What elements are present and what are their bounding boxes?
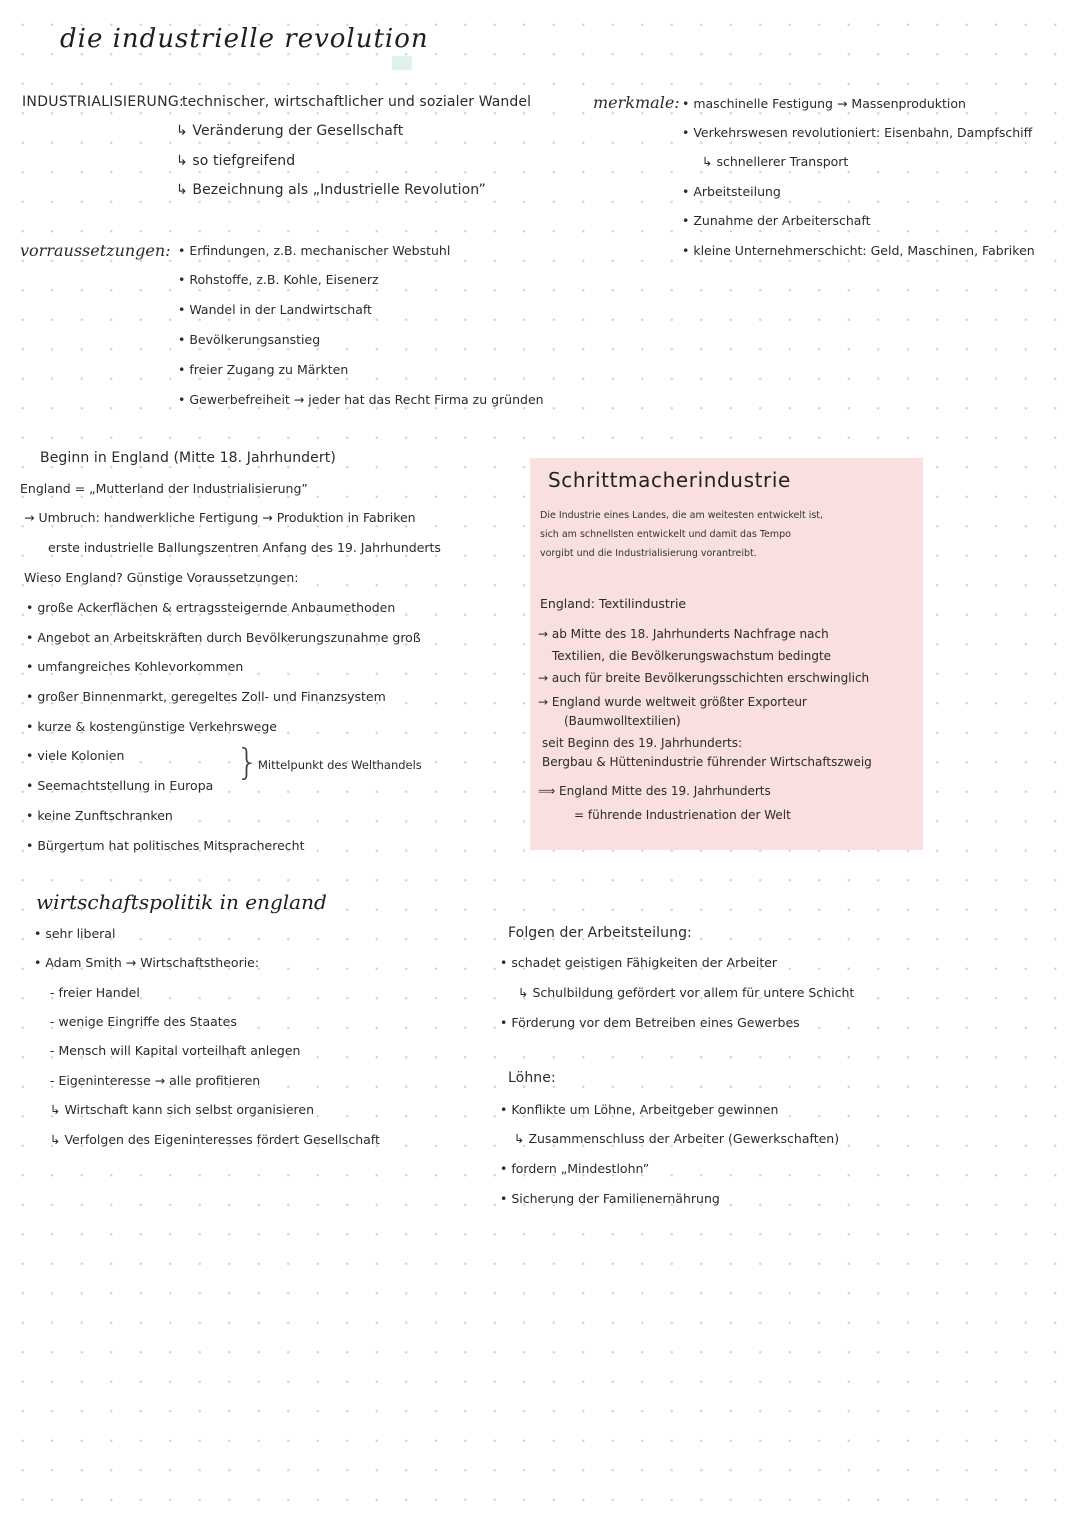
voraussetzungen-line: • Gewerbefreiheit → jeder hat das Recht Firma zu gründen xyxy=(178,392,544,407)
schrittmacher-title: Schrittmacherindustrie xyxy=(548,468,791,492)
england-line: → Umbruch: handwerkliche Fertigung → Produktion in Fabriken xyxy=(24,510,416,525)
folgen-line: • schadet geistigen Fähigkeiten der Arbeiter xyxy=(500,955,778,970)
england-line: • Seemachtstellung in Europa xyxy=(26,778,214,793)
england-line: • umfangreiches Kohlevorkommen xyxy=(26,659,244,674)
voraussetzungen-label: vorraussetzungen: xyxy=(20,241,171,260)
england-line: erste industrielle Ballungszentren Anfang des 19. Jahrhunderts xyxy=(48,540,441,555)
merkmale-line: • maschinelle Festigung → Massenproduktion xyxy=(682,96,966,111)
merkmale-line: ↳ schnellerer Transport xyxy=(702,154,849,169)
wirtschaftspolitik-line: ↳ Wirtschaft kann sich selbst organisieren xyxy=(50,1102,315,1117)
voraussetzungen-line: • freier Zugang zu Märkten xyxy=(178,362,349,377)
voraussetzungen-line: • Wandel in der Landwirtschaft xyxy=(178,302,372,317)
loehne-line: • Sicherung der Familienernährung xyxy=(500,1191,720,1206)
industrialisierung-line: technischer, wirtschaftlicher und sozialer Wandel xyxy=(182,94,532,110)
england-line: • keine Zunftschranken xyxy=(26,808,173,823)
loehne-line: • Konflikte um Löhne, Arbeitgeber gewinnen xyxy=(500,1102,779,1117)
merkmale-line: • Zunahme der Arbeiterschaft xyxy=(682,213,871,228)
voraussetzungen-line: • Erfindungen, z.B. mechanischer Webstuhl xyxy=(178,243,451,258)
brace-symbol: } xyxy=(236,742,259,783)
page-title: die industrielle revolution xyxy=(60,24,429,54)
wirtschaftspolitik-heading: wirtschaftspolitik in england xyxy=(36,890,327,914)
schrittmacher-line: Textilien, die Bevölkerungswachstum bedingte xyxy=(552,649,832,663)
merkmale-line: • kleine Unternehmerschicht: Geld, Maschinen, Fabriken xyxy=(682,243,1035,258)
schrittmacher-line: → ab Mitte des 18. Jahrhunderts Nachfrage nach xyxy=(538,627,829,641)
folgen-heading: Folgen der Arbeitsteilung: xyxy=(508,925,692,941)
voraussetzungen-line: • Bevölkerungsanstieg xyxy=(178,332,321,347)
england-line: England = „Mutterland der Industrialisierung” xyxy=(20,481,308,496)
voraussetzungen-line: • Rohstoffe, z.B. Kohle, Eisenerz xyxy=(178,272,379,287)
wirtschaftspolitik-line: - wenige Eingriffe des Staates xyxy=(50,1014,237,1029)
england-line: Wieso England? Günstige Voraussetzungen: xyxy=(24,570,299,585)
merkmale-line: • Verkehrswesen revolutioniert: Eisenbahn, Dampfschiff xyxy=(682,125,1033,140)
schrittmacher-definition: sich am schnellsten entwickelt und damit das Tempo xyxy=(540,529,791,540)
wirtschaftspolitik-line: • Adam Smith → Wirtschaftstheorie: xyxy=(34,955,260,970)
loehne-line: ↳ Zusammenschluss der Arbeiter (Gewerkschaften) xyxy=(514,1131,840,1146)
brace-note: Mittelpunkt des Welthandels xyxy=(258,758,422,772)
wirtschaftspolitik-line: - freier Handel xyxy=(50,985,140,1000)
merkmale-label: merkmale: xyxy=(593,93,680,112)
wirtschaftspolitik-line: ↳ Verfolgen des Eigeninteresses fördert Gesellschaft xyxy=(50,1132,380,1147)
schrittmacher-line: → auch für breite Bevölkerungsschichten erschwinglich xyxy=(538,671,870,685)
folgen-line: • Förderung vor dem Betreiben eines Gewerbes xyxy=(500,1015,800,1030)
schrittmacher-line: ⟹ England Mitte des 19. Jahrhunderts xyxy=(538,784,771,798)
schrittmacher-line: → England wurde weltweit größter Exporteur xyxy=(538,695,807,709)
industrialisierung-label: INDUSTRIALISIERUNG: xyxy=(22,94,185,110)
merkmale-line: • Arbeitsteilung xyxy=(682,184,781,199)
schrittmacher-line: (Baumwolltextilien) xyxy=(564,714,681,728)
schrittmacher-definition: Die Industrie eines Landes, die am weitesten entwickelt ist, xyxy=(540,510,824,521)
wirtschaftspolitik-line: - Eigeninteresse → alle profitieren xyxy=(50,1073,261,1088)
england-line: • Angebot an Arbeitskräften durch Bevölkerungszunahme groß xyxy=(26,630,421,645)
england-heading: Beginn in England (Mitte 18. Jahrhundert) xyxy=(40,450,336,466)
england-line: • viele Kolonien xyxy=(26,748,125,763)
loehne-line: • fordern „Mindestlohn” xyxy=(500,1161,650,1176)
schrittmacher-line: = führende Industrienation der Welt xyxy=(574,808,791,822)
folgen-line: ↳ Schulbildung gefördert vor allem für untere Schicht xyxy=(518,985,855,1000)
schrittmacher-line: seit Beginn des 19. Jahrhunderts: xyxy=(542,736,743,750)
schrittmacher-definition: vorgibt und die Industrialisierung vorantreibt. xyxy=(540,548,757,559)
industrialisierung-line: ↳ so tiefgreifend xyxy=(176,153,296,169)
loehne-heading: Löhne: xyxy=(508,1070,556,1086)
england-line: • kurze & kostengünstige Verkehrswege xyxy=(26,719,277,734)
wirtschaftspolitik-line: • sehr liberal xyxy=(34,926,116,941)
industrialisierung-line: ↳ Veränderung der Gesellschaft xyxy=(176,123,404,139)
wirtschaftspolitik-line: - Mensch will Kapital vorteilhaft anlegen xyxy=(50,1043,301,1058)
title-highlight xyxy=(392,56,412,70)
schrittmacher-line: Bergbau & Hüttenindustrie führender Wirtschaftszweig xyxy=(542,755,872,769)
england-line: • große Ackerflächen & ertragssteigernde Anbaumethoden xyxy=(26,600,396,615)
industrialisierung-line: ↳ Bezeichnung als „Industrielle Revolution” xyxy=(176,182,486,198)
schrittmacher-line: England: Textilindustrie xyxy=(540,596,687,611)
england-line: • Bürgertum hat politisches Mitspracherecht xyxy=(26,838,305,853)
england-line: • großer Binnenmarkt, geregeltes Zoll- und Finanzsystem xyxy=(26,689,386,704)
